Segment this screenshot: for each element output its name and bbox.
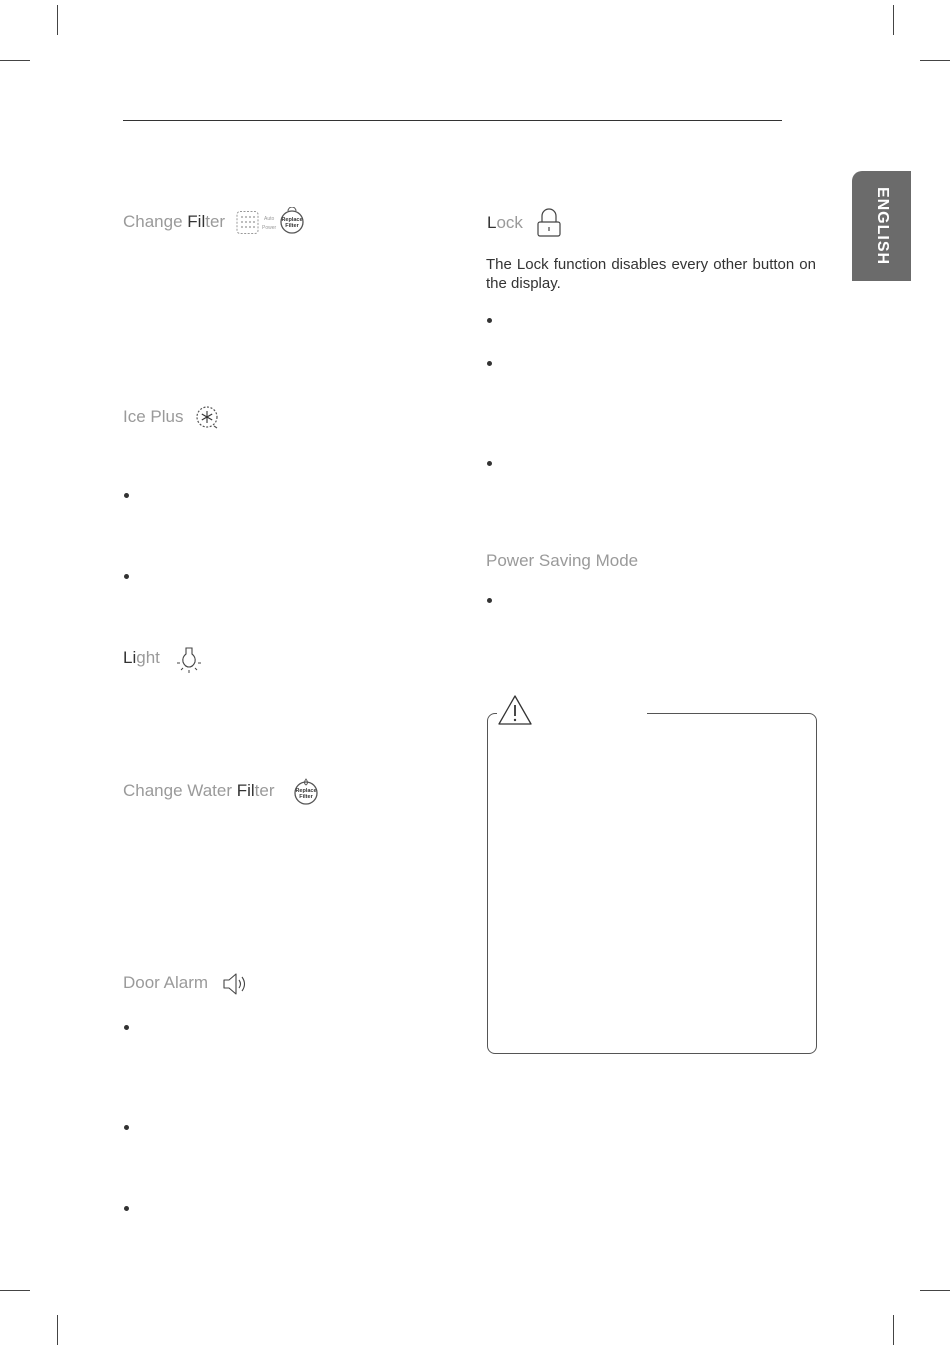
svg-text:Replace: Replace — [281, 217, 303, 223]
bullet — [487, 361, 492, 366]
light-bulb-icon — [176, 645, 202, 675]
bullet — [124, 493, 129, 498]
language-tab-label: ENGLISH — [873, 186, 891, 266]
bullet — [124, 574, 129, 579]
caution-box — [487, 713, 817, 1054]
bullet — [124, 1025, 129, 1030]
power-saving-mode-heading: Power Saving Mode — [486, 551, 639, 570]
lock-heading: Lock — [487, 213, 523, 232]
ice-plus-heading: Ice Plus — [123, 407, 184, 426]
ice-plus-icon — [194, 404, 220, 430]
change-filter-heading: Change Filter — [123, 212, 226, 231]
header-rule — [123, 120, 782, 121]
change-water-filter-heading: Change Water Filter — [123, 781, 275, 800]
speaker-icon — [222, 971, 250, 997]
replace-water-filter-icon — [293, 778, 319, 806]
bullet — [487, 318, 492, 323]
crop-mark — [893, 1315, 894, 1345]
svg-text:Power: Power — [262, 225, 277, 231]
bullet — [124, 1206, 129, 1211]
lock-icon — [536, 207, 562, 239]
replace-filter-icon — [279, 207, 305, 235]
bullet — [124, 1125, 129, 1130]
svg-text:Replace: Replace — [295, 788, 317, 794]
crop-mark — [920, 60, 950, 61]
language-tab — [852, 171, 911, 281]
crop-mark — [893, 5, 894, 35]
svg-text:Filter: Filter — [299, 794, 313, 800]
crop-mark — [57, 5, 58, 35]
crop-mark — [920, 1290, 950, 1291]
filter-grid-icon — [236, 210, 282, 236]
crop-mark — [57, 1315, 58, 1345]
light-heading: Light — [123, 648, 160, 667]
bullet — [487, 598, 492, 603]
crop-mark — [0, 60, 30, 61]
svg-text:Auto: Auto — [264, 216, 275, 222]
svg-text:Filter: Filter — [285, 223, 299, 229]
warning-triangle-icon — [497, 694, 533, 726]
door-alarm-heading: Door Alarm — [123, 973, 209, 992]
crop-mark — [0, 1290, 30, 1291]
lock-description: The Lock function disables every other button on the display. — [486, 256, 816, 292]
bullet — [487, 461, 492, 466]
